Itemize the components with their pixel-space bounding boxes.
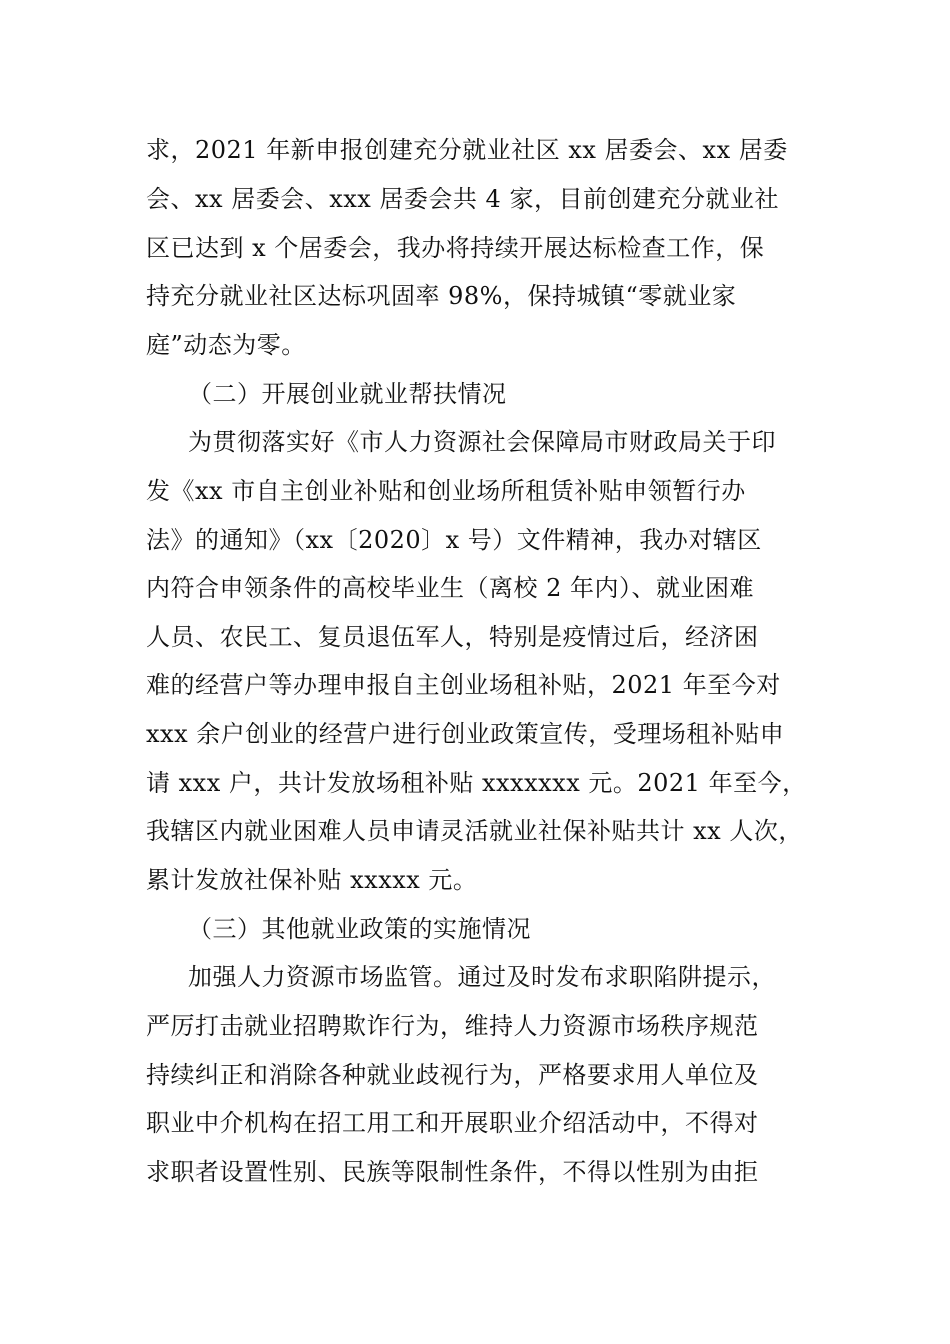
section-heading-3: （三）其他就业政策的实施情况 — [188, 915, 531, 943]
text-line-5: 庭”动态为零。 — [146, 331, 306, 359]
text-line-4: 持充分就业社区达标巩固率 98%，保持城镇“零就业家 — [146, 282, 737, 310]
text-line-14: 请 xxx 户，共计发放场租补贴 xxxxxxx 元。2021 年至今， — [146, 769, 807, 797]
text-line-3: 区已达到 x 个居委会，我办将持续开展达标检查工作，保 — [146, 234, 765, 262]
text-line-21: 职业中介机构在招工用工和开展职业介绍活动中，不得对 — [146, 1109, 759, 1137]
section-heading-2: （二）开展创业就业帮扶情况 — [188, 380, 507, 408]
text-line-20: 持续纠正和消除各种就业歧视行为，严格要求用人单位及 — [146, 1061, 759, 1089]
text-line-9: 法》的通知》（xx〔2020〕x 号）文件精神，我办对辖区 — [146, 526, 762, 554]
text-line-12: 难的经营户等办理申报自主创业场租补贴，2021 年至今对 — [146, 671, 781, 699]
text-line-16: 累计发放社保补贴 xxxxx 元。 — [146, 866, 478, 894]
text-line-22: 求职者设置性别、民族等限制性条件，不得以性别为由拒 — [146, 1158, 759, 1186]
text-line-13: xxx 余户创业的经营户进行创业政策宣传，受理场租补贴申 — [146, 720, 785, 748]
text-line-10: 内符合申领条件的高校毕业生（离校 2 年内）、就业困难 — [146, 574, 755, 602]
text-line-18: 加强人力资源市场监管。通过及时发布求职陷阱提示， — [188, 963, 776, 991]
text-line-11: 人员、农民工、复员退伍军人，特别是疫情过后，经济困 — [146, 623, 759, 651]
text-line-15: 我辖区内就业困难人员申请灵活就业社保补贴共计 xx 人次， — [146, 817, 803, 845]
text-line-2: 会、xx 居委会、xxx 居委会共 4 家，目前创建充分就业社 — [146, 185, 779, 213]
text-line-7: 为贯彻落实好《市人力资源社会保障局市财政局关于印 — [188, 428, 776, 456]
text-line-19: 严厉打击就业招聘欺诈行为，维持人力资源市场秩序规范 — [146, 1012, 759, 1040]
text-line-8: 发《xx 市自主创业补贴和创业场所租赁补贴申领暂行办 — [146, 477, 746, 505]
text-line-1: 求，2021 年新申报创建充分就业社区 xx 居委会、xx 居委 — [146, 136, 788, 164]
